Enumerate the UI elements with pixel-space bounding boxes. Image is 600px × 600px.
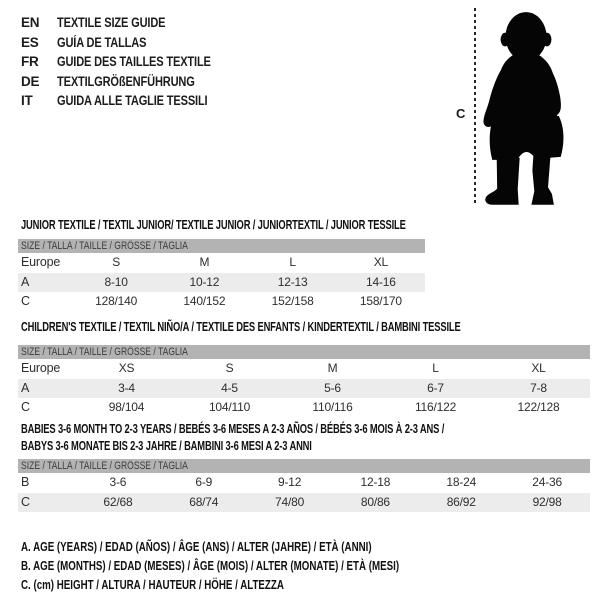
size-cell: 24-36 bbox=[532, 475, 562, 489]
babies-textile-title: BABIES 3-6 MONTH TO 2-3 YEARS / BEBÉS 3-6 MESES A 2-3 AÑOS / BÉBÉS 3-6 MOIS À 2-3 ANS / BABYS 3-6 MONATE BIS 2-3 JAHRE / BAMBINI 3-6 MESI A 2-3 ANNI bbox=[21, 421, 445, 453]
row-label: B bbox=[21, 475, 30, 489]
size-cell: L bbox=[432, 361, 439, 375]
size-cell: 104/110 bbox=[208, 400, 251, 414]
footnote-b: B. AGE (MONTHS) / EDAD (MESES) / ÂGE (MOIS) / ALTER (MONATE) / ETÀ (MESI) bbox=[21, 559, 400, 574]
table-row bbox=[18, 273, 425, 293]
junior-size-table bbox=[18, 239, 425, 312]
size-cell: 14-16 bbox=[366, 274, 396, 289]
table-row bbox=[18, 379, 590, 399]
language-row bbox=[21, 13, 245, 33]
size-cell: XL bbox=[373, 255, 389, 269]
size-cell: S bbox=[112, 255, 121, 269]
size-cell: 74/80 bbox=[275, 494, 305, 509]
size-cell: L bbox=[289, 255, 296, 269]
size-cell: 98/104 bbox=[108, 400, 145, 414]
row-label: C bbox=[21, 294, 30, 308]
size-cell: 110/116 bbox=[312, 400, 353, 414]
footnote-a: A. AGE (YEARS) / EDAD (AÑOS) / ÂGE (ANS) / ALTER (JAHRE) / ETÀ (ANNI) bbox=[21, 540, 372, 554]
junior-textile-title: JUNIOR TEXTILE / TEXTIL JUNIOR/ TEXTILE JUNIOR / JUNIORTEXTIL / JUNIOR TESSILE bbox=[21, 217, 406, 232]
language-code: FR bbox=[21, 54, 39, 70]
language-row bbox=[21, 52, 245, 72]
table-row bbox=[18, 359, 590, 379]
size-cell: 12-18 bbox=[360, 475, 391, 489]
language-row bbox=[21, 91, 245, 111]
baby-silhouette-icon bbox=[483, 8, 571, 208]
size-cell: 6-9 bbox=[195, 475, 213, 489]
size-cell: XL bbox=[531, 361, 546, 375]
size-cell: 9-12 bbox=[277, 475, 302, 489]
size-cell: M bbox=[199, 255, 210, 269]
size-cell: 152/158 bbox=[271, 294, 314, 308]
height-label-c: C bbox=[456, 106, 466, 121]
language-label: GUIDA ALLE TAGLIE TESSILI bbox=[57, 93, 208, 109]
row-label: A bbox=[21, 274, 30, 289]
height-reference-dashed-line bbox=[474, 8, 476, 206]
table-row bbox=[18, 473, 590, 493]
size-cell: 18-24 bbox=[446, 475, 477, 489]
size-cell: 6-7 bbox=[427, 380, 444, 395]
size-header-bar: SIZE / TALLA / TAILLE / GRÖSSE / TAGLIA bbox=[18, 239, 425, 253]
size-cell: M bbox=[327, 361, 338, 375]
size-cell: 128/140 bbox=[95, 294, 138, 308]
size-header-row bbox=[18, 345, 590, 359]
row-label: C bbox=[21, 494, 30, 509]
size-cell: 8-10 bbox=[104, 274, 128, 289]
row-label: C bbox=[21, 400, 30, 414]
children-textile-title: CHILDREN'S TEXTILE / TEXTIL NIÑO/A / TEXTILE DES ENFANTS / KINDERTEXTIL / BAMBINI TESSILE bbox=[21, 319, 461, 334]
size-header-bar: SIZE / TALLA / TAILLE / GRÖSSE / TAGLIA bbox=[18, 459, 590, 473]
children-size-table bbox=[18, 345, 590, 418]
row-label: Europe bbox=[21, 255, 61, 269]
size-cell: 122/128 bbox=[517, 400, 560, 414]
footnotes bbox=[21, 538, 506, 596]
table-row bbox=[18, 398, 590, 418]
table-row bbox=[18, 292, 425, 312]
babies-size-table bbox=[18, 459, 590, 512]
language-label: GUÍA DE TALLAS bbox=[57, 34, 147, 50]
size-cell: XS bbox=[118, 361, 135, 375]
table-row bbox=[18, 253, 425, 273]
size-header-bar: SIZE / TALLA / TAILLE / GRÖSSE / TAGLIA bbox=[18, 345, 590, 359]
size-cell: 140/152 bbox=[183, 294, 226, 308]
size-cell: 116/122 bbox=[414, 400, 457, 414]
size-cell: 92/98 bbox=[532, 494, 562, 509]
size-header-row bbox=[18, 459, 590, 473]
row-label: A bbox=[21, 380, 30, 395]
language-code: DE bbox=[21, 73, 40, 89]
language-code: IT bbox=[21, 93, 33, 109]
size-cell: 7-8 bbox=[530, 380, 547, 395]
language-row bbox=[21, 72, 245, 92]
language-label: GUIDE DES TAILLES TEXTILE bbox=[57, 54, 211, 70]
footnote-c: C. (cm) HEIGHT / ALTURA / HAUTEUR / HÖHE / ALTEZZA bbox=[21, 578, 284, 593]
size-cell: 158/170 bbox=[359, 294, 402, 308]
size-cell: 3-6 bbox=[109, 475, 127, 489]
size-cell: 5-6 bbox=[324, 380, 341, 395]
size-cell: 86/92 bbox=[446, 494, 476, 509]
row-label: Europe bbox=[21, 361, 61, 375]
language-list bbox=[21, 13, 245, 111]
language-label: TEXTILE SIZE GUIDE bbox=[57, 15, 166, 31]
size-header-row bbox=[18, 239, 425, 253]
language-code: ES bbox=[21, 34, 39, 50]
size-cell: 68/74 bbox=[189, 494, 219, 509]
language-row bbox=[21, 33, 245, 53]
size-cell: 4-5 bbox=[221, 380, 238, 395]
size-cell: 10-12 bbox=[189, 274, 220, 289]
table-row bbox=[18, 493, 590, 513]
size-cell: S bbox=[225, 361, 234, 375]
size-cell: 62/68 bbox=[103, 494, 133, 509]
language-label: TEXTILGRÖßENFÜHRUNG bbox=[57, 73, 195, 89]
size-cell: 12-13 bbox=[277, 274, 308, 289]
language-code: EN bbox=[21, 15, 40, 31]
size-cell: 80/86 bbox=[360, 494, 390, 509]
size-cell: 3-4 bbox=[118, 380, 135, 395]
